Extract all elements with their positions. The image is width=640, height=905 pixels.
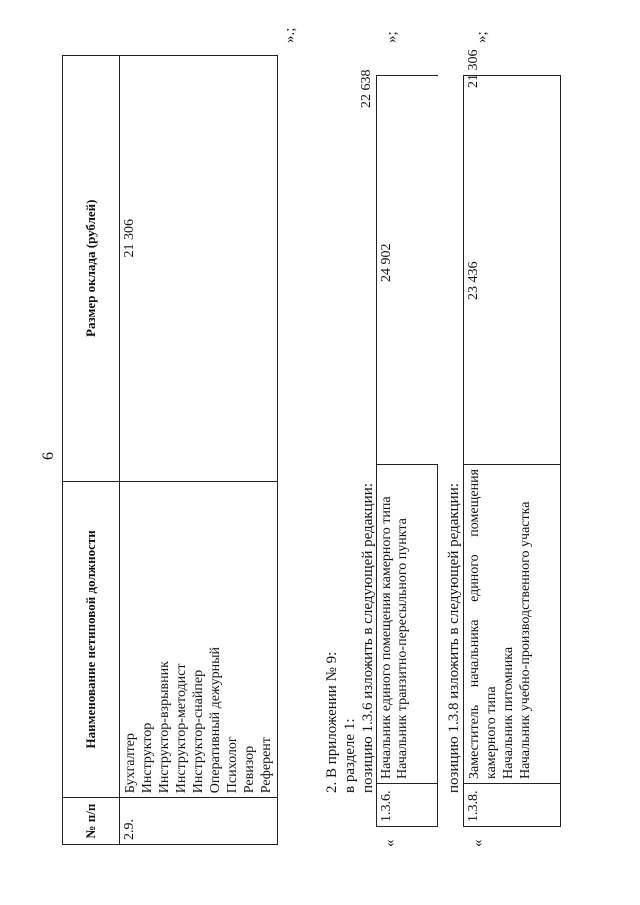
salary-value: 24 902	[379, 243, 394, 282]
list-item: Психолог	[225, 736, 240, 794]
list-item: Инструктор	[140, 722, 155, 794]
list-item: Референт	[259, 737, 274, 794]
salary-table	[62, 55, 278, 845]
row-salary	[464, 49, 561, 465]
row-salary	[359, 69, 438, 465]
salary-value: 21 306	[122, 219, 137, 258]
opening-quote: «	[470, 839, 486, 847]
salary-value: 23 436	[466, 261, 481, 300]
row-num: 1.3.6.	[377, 784, 438, 827]
list-item: Инструктор-снайпер	[191, 669, 206, 794]
closing-quote: ».;	[282, 27, 298, 43]
paragraph: позицию 1.3.8 изложить в следующей редакции:	[446, 483, 462, 793]
list-item: Ревизор	[242, 745, 257, 794]
paragraph: 2. В приложении № 9:	[324, 651, 340, 793]
paragraph: позицию 1.3.6 изложить в следующей редакции:	[360, 483, 376, 793]
row-salary	[120, 56, 278, 482]
page-number: 6	[40, 452, 57, 460]
list-item: Начальник учебно-производственного участка	[518, 501, 533, 779]
header-salary: Размер оклада (рублей)	[63, 56, 120, 482]
paragraph: в разделе 1:	[342, 718, 358, 793]
list-item: Бухгалтер	[123, 733, 138, 794]
list-item: Заместитель начальника единого помещения	[467, 469, 482, 779]
salary-value: 22 638	[359, 69, 374, 108]
table-header-row	[63, 56, 120, 845]
list-item: камерного типа	[484, 686, 499, 779]
row-name: Начальник единого помещения камерного типа	[377, 465, 396, 784]
list-item: Оперативный дежурный	[208, 647, 223, 794]
table-row	[377, 76, 396, 827]
list-item: Инструктор-взрывник	[157, 661, 172, 794]
row-names	[120, 481, 278, 798]
row-names	[464, 465, 561, 784]
opening-quote: «	[382, 839, 398, 847]
table-row	[464, 76, 561, 827]
list-item: Инструктор-методист	[174, 663, 189, 794]
closing-quote: »;	[474, 31, 490, 43]
row-name: Начальник транзитно-пересыльного пункта	[395, 465, 438, 784]
list-item: Начальник питомника	[501, 646, 516, 779]
closing-quote: »;	[384, 31, 400, 43]
table-row	[120, 56, 278, 845]
header-num: № п/п	[63, 798, 120, 845]
row-num: 2.9.	[120, 798, 278, 845]
row-num: 1.3.8.	[464, 784, 561, 827]
salary-value: 21 306	[466, 49, 481, 88]
position-table-1-3-8	[463, 49, 561, 827]
header-name: Наименование нетиповой должности	[63, 481, 120, 798]
